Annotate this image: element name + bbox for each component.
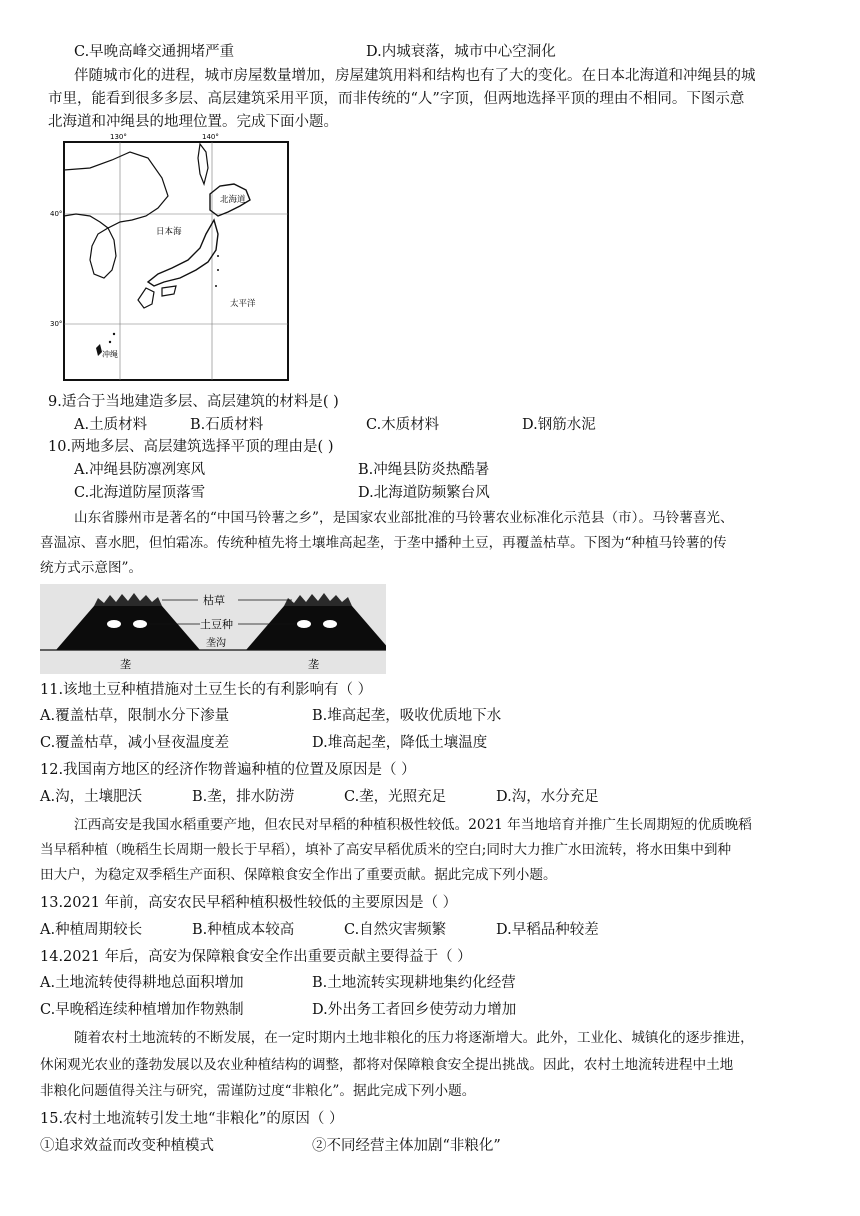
q9-option-d: D.钢筋水泥 [522, 417, 596, 433]
q12-stem: 12.我国南方地区的经济作物普遍种植的位置及原因是（ ） [40, 762, 416, 778]
left-seed-1 [107, 620, 121, 628]
q8-option-d: D.内城衰落，城市中心空洞化 [366, 44, 556, 60]
q13-option-b: B.种植成本较高 [192, 922, 295, 938]
lat-40-label: 40° [50, 210, 63, 218]
q13-option-c: C.自然灾害频繁 [344, 922, 447, 938]
q12-option-d: D.沟，水分充足 [496, 789, 599, 805]
lon-130-label: 130° [110, 133, 127, 141]
map-frame [64, 142, 288, 380]
seed-label: 土豆种 [200, 618, 233, 631]
passage-1-line-2: 市里，能看到很多多层、高层建筑采用平顶，而非传统的“人”字顶，但两地选择平顶的理由不相同。下图示意 [48, 91, 745, 107]
q10-option-d: D.北海道防频繁台风 [358, 485, 490, 501]
lon-140-label: 140° [202, 133, 219, 141]
furrow-label: 垄沟 [206, 638, 226, 649]
q11-option-c: C.覆盖枯草，减小昼夜温度差 [40, 735, 230, 751]
q15-stem: 15.农村土地流转引发土地“非粮化”的原因（ ） [40, 1111, 344, 1127]
potato-ridge-diagram [40, 584, 386, 674]
q14-option-a: A.土地流转使得耕地总面积增加 [40, 975, 244, 991]
right-ridge-label: 垄 [308, 658, 319, 671]
pacific-label: 太平洋 [230, 299, 256, 309]
q11-stem: 11.该地土豆种植措施对土豆生长的有利影响有（ ） [40, 682, 373, 698]
q14-stem: 14.2021 年后，高安为保障粮食安全作出重要贡献主要得益于（ ） [40, 949, 472, 965]
passage-3-line-3: 田大户，为稳定双季稻生产面积、保障粮食安全作出了重要贡献。据此完成下列小题。 [40, 867, 557, 883]
q8-option-c: C.早晚高峰交通拥堵严重 [74, 44, 235, 60]
passage-2-line-3: 统方式示意图”。 [40, 560, 143, 576]
passage-3-line-2: 当早稻种植（晚稻生长周期一般长于早稻），填补了高安早稻优质米的空白;同时大力推广水田流转，将水田集中到种 [40, 842, 732, 858]
passage-2-line-1: 山东省滕州市是著名的“中国马铃薯之乡”，是国家农业部批准的马铃薯农业标准化示范县（市）。马铃薯喜光、 [74, 510, 734, 526]
q15-option-1: ①追求效益而改变种植模式 [40, 1138, 214, 1154]
lat-30-label: 30° [50, 320, 63, 328]
q14-option-c: C.早晚稻连续种植增加作物熟制 [40, 1002, 244, 1018]
q9-stem: 9.适合于当地建造多层、高层建筑的材料是( ) [48, 394, 339, 410]
left-ridge-label: 垄 [120, 658, 131, 671]
okinawa-label: 冲绳 [102, 350, 118, 359]
right-seed-2 [323, 620, 337, 628]
passage-4-line-1: 随着农村土地流转的不断发展，在一定时期内土地非粮化的压力将逐渐增大。此外，工业化、城镇化的逐步推进， [74, 1030, 754, 1046]
q13-option-d: D.早稻品种较差 [496, 922, 599, 938]
q9-option-c: C.木质材料 [366, 417, 440, 433]
passage-1-line-3: 北海道和冲绳县的地理位置。完成下面小题。 [48, 114, 338, 130]
japan-sea-label: 日本海 [156, 227, 182, 237]
q10-option-c: C.北海道防屋顶落雪 [74, 485, 206, 501]
q9-option-a: A.土质材料 [74, 417, 148, 433]
q14-option-d: D.外出务工者回乡使劳动力增加 [312, 1002, 517, 1018]
q10-stem: 10.两地多层、高层建筑选择平顶的理由是( ) [48, 439, 334, 455]
q13-stem: 13.2021 年前，高安农民早稻种植积极性较低的主要原因是（ ） [40, 895, 458, 911]
straw-label: 枯草 [203, 594, 225, 607]
japan-location-map [50, 130, 292, 388]
passage-4-line-2: 休闲观光农业的蓬勃发展以及农业种植结构的调整，都将对保障粮食安全提出挑战。因此，农村土地流转进程中土地 [40, 1057, 734, 1073]
passage-3-line-1: 江西高安是我国水稻重要产地，但农民对早稻的种植积极性较低。2021 年当地培育并推广生长周期短的优质晚稻 [74, 817, 752, 833]
left-seed-2 [133, 620, 147, 628]
passage-1-line-1: 伴随城市化的进程，城市房屋数量增加，房屋建筑用料和结构也有了大的变化。在日本北海道和冲绳县的城 [74, 68, 756, 84]
q11-option-b: B.堆高起垄，吸收优质地下水 [312, 708, 502, 724]
q10-option-a: A.冲绳县防凛冽寒风 [74, 462, 206, 478]
q11-option-a: A.覆盖枯草，限制水分下渗量 [40, 708, 230, 724]
hokkaido-label: 北海道 [220, 195, 246, 205]
q10-option-b: B.冲绳县防炎热酷暑 [358, 462, 490, 478]
q11-option-d: D.堆高起垄，降低土壤温度 [312, 735, 488, 751]
q9-option-b: B.石质材料 [190, 417, 264, 433]
passage-4-line-3: 非粮化问题值得关注与研究，需谨防过度“非粮化”。据此完成下列小题。 [40, 1083, 476, 1099]
right-seed-1 [297, 620, 311, 628]
q15-option-2: ②不同经营主体加剧“非粮化” [312, 1138, 501, 1154]
q12-option-c: C.垄，光照充足 [344, 789, 447, 805]
q13-option-a: A.种植周期较长 [40, 922, 143, 938]
passage-2-line-2: 喜温凉、喜水肥，但怕霜冻。传统种植先将土壤堆高起垄，于垄中播种土豆，再覆盖枯草。下图为“种植马铃薯的传 [40, 535, 727, 551]
q12-option-a: A.沟，土壤肥沃 [40, 789, 143, 805]
q12-option-b: B.垄，排水防涝 [192, 789, 295, 805]
q14-option-b: B.土地流转实现耕地集约化经营 [312, 975, 516, 991]
